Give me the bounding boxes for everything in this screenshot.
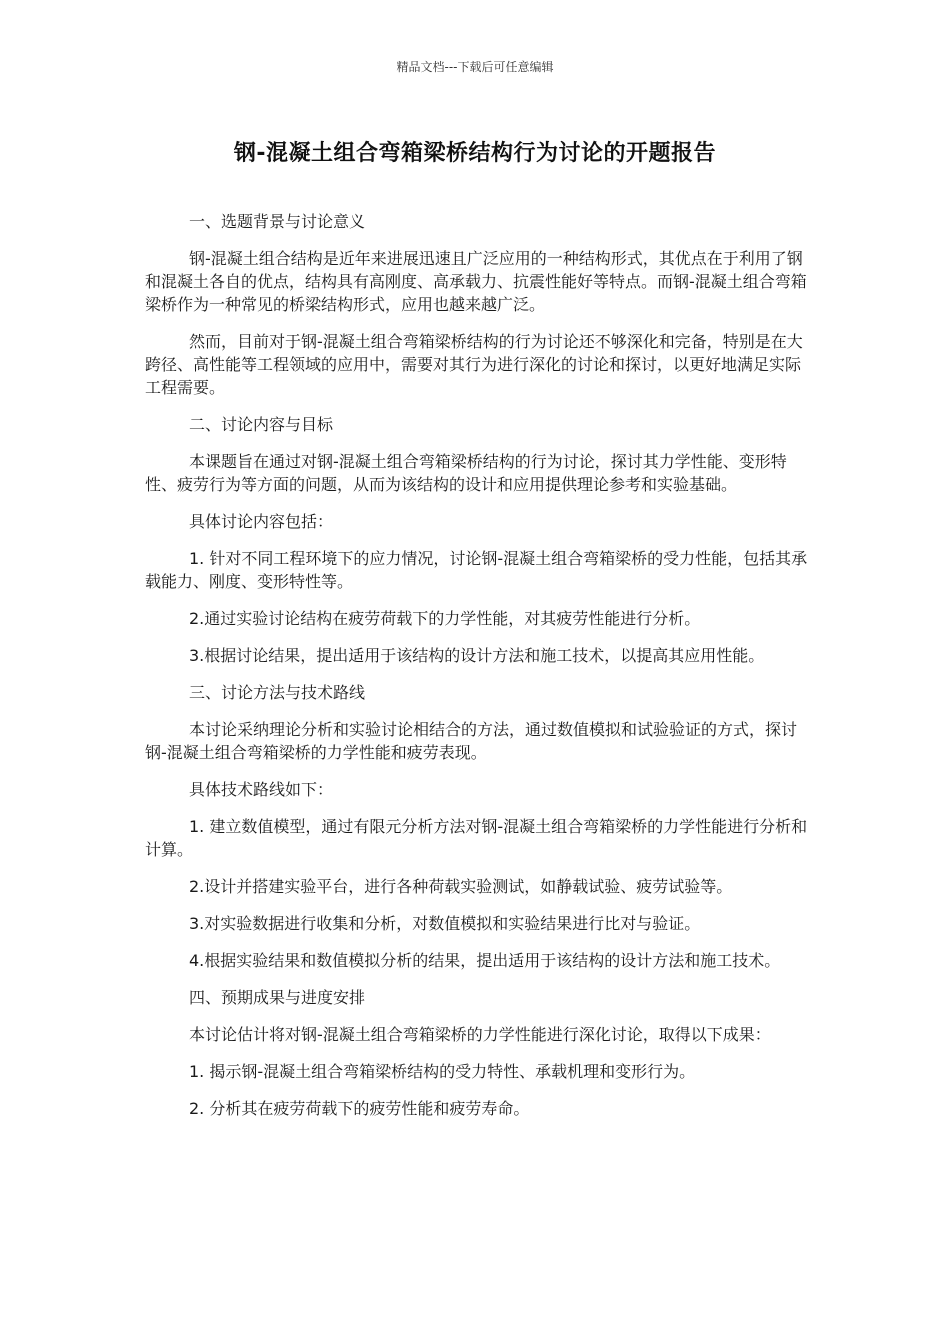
list-item: 1. 揭示钢-混凝土组合弯箱梁桥结构的受力特性、承载机理和变形行为。 (189, 1062, 696, 1081)
page-header: 精品文档---下载后可任意编辑 (396, 60, 554, 74)
list-item: 3.根据讨论结果，提出适用于该结构的设计方法和施工技术，以提高其应用性能。 (189, 646, 765, 665)
document-body (145, 210, 815, 1134)
paragraph: 本讨论采纳理论分析和实验讨论相结合的方法，通过数值模拟和试验验证的方式，探讨钢-混凝土组合弯箱梁桥的力学性能和疲劳表现。 (145, 720, 798, 762)
list-item: 4.根据实验结果和数值模拟分析的结果，提出适用于该结构的设计方法和施工技术。 (189, 951, 781, 970)
paragraph: 具体讨论内容包括： (189, 512, 334, 531)
paragraph: 具体技术路线如下： (189, 780, 334, 799)
paragraph: 钢-混凝土组合结构是近年来进展迅速且广泛应用的一种结构形式，其优点在于利用了钢和混凝土各自的优点，结构具有高刚度、高承载力、抗震性能好等特点。而钢-混凝土组合弯箱梁桥作为一种常见的桥梁结构形式，应用也越来越广泛。 (145, 249, 807, 314)
paragraph: 然而，目前对于钢-混凝土组合弯箱梁桥结构的行为讨论还不够深化和完备，特别是在大跨径、高性能等工程领域的应用中，需要对其行为进行深化的讨论和探讨，以更好地满足实际工程需要。 (145, 332, 803, 397)
list-item: 1. 针对不同工程环境下的应力情况，讨论钢-混凝土组合弯箱梁桥的受力性能，包括其承载能力、刚度、变形特性等。 (145, 549, 808, 591)
section-heading-content: 二、讨论内容与目标 (189, 415, 334, 434)
paragraph: 本讨论估计将对钢-混凝土组合弯箱梁桥的力学性能进行深化讨论，取得以下成果： (189, 1025, 771, 1044)
list-item: 2.设计并搭建实验平台，进行各种荷载实验测试，如静载试验、疲劳试验等。 (189, 877, 733, 896)
document-title: 钢-混凝土组合弯箱梁桥结构行为讨论的开题报告 (233, 141, 717, 166)
section-heading-method: 三、讨论方法与技术路线 (189, 683, 366, 702)
section-heading-outcomes: 四、预期成果与进度安排 (189, 988, 366, 1007)
list-item: 2.通过实验讨论结构在疲劳荷载下的力学性能，对其疲劳性能进行分析。 (189, 609, 701, 628)
list-item: 3.对实验数据进行收集和分析，对数值模拟和实验结果进行比对与验证。 (189, 914, 701, 933)
list-item: 2. 分析其在疲劳荷载下的疲劳性能和疲劳寿命。 (189, 1099, 530, 1118)
paragraph: 本课题旨在通过对钢-混凝土组合弯箱梁桥结构的行为讨论，探讨其力学性能、变形特性、疲劳行为等方面的问题，从而为该结构的设计和应用提供理论参考和实验基础。 (145, 452, 787, 494)
section-heading-background: 一、选题背景与讨论意义 (189, 212, 366, 231)
list-item: 1. 建立数值模型，通过有限元分析方法对钢-混凝土组合弯箱梁桥的力学性能进行分析和计算。 (145, 817, 808, 859)
